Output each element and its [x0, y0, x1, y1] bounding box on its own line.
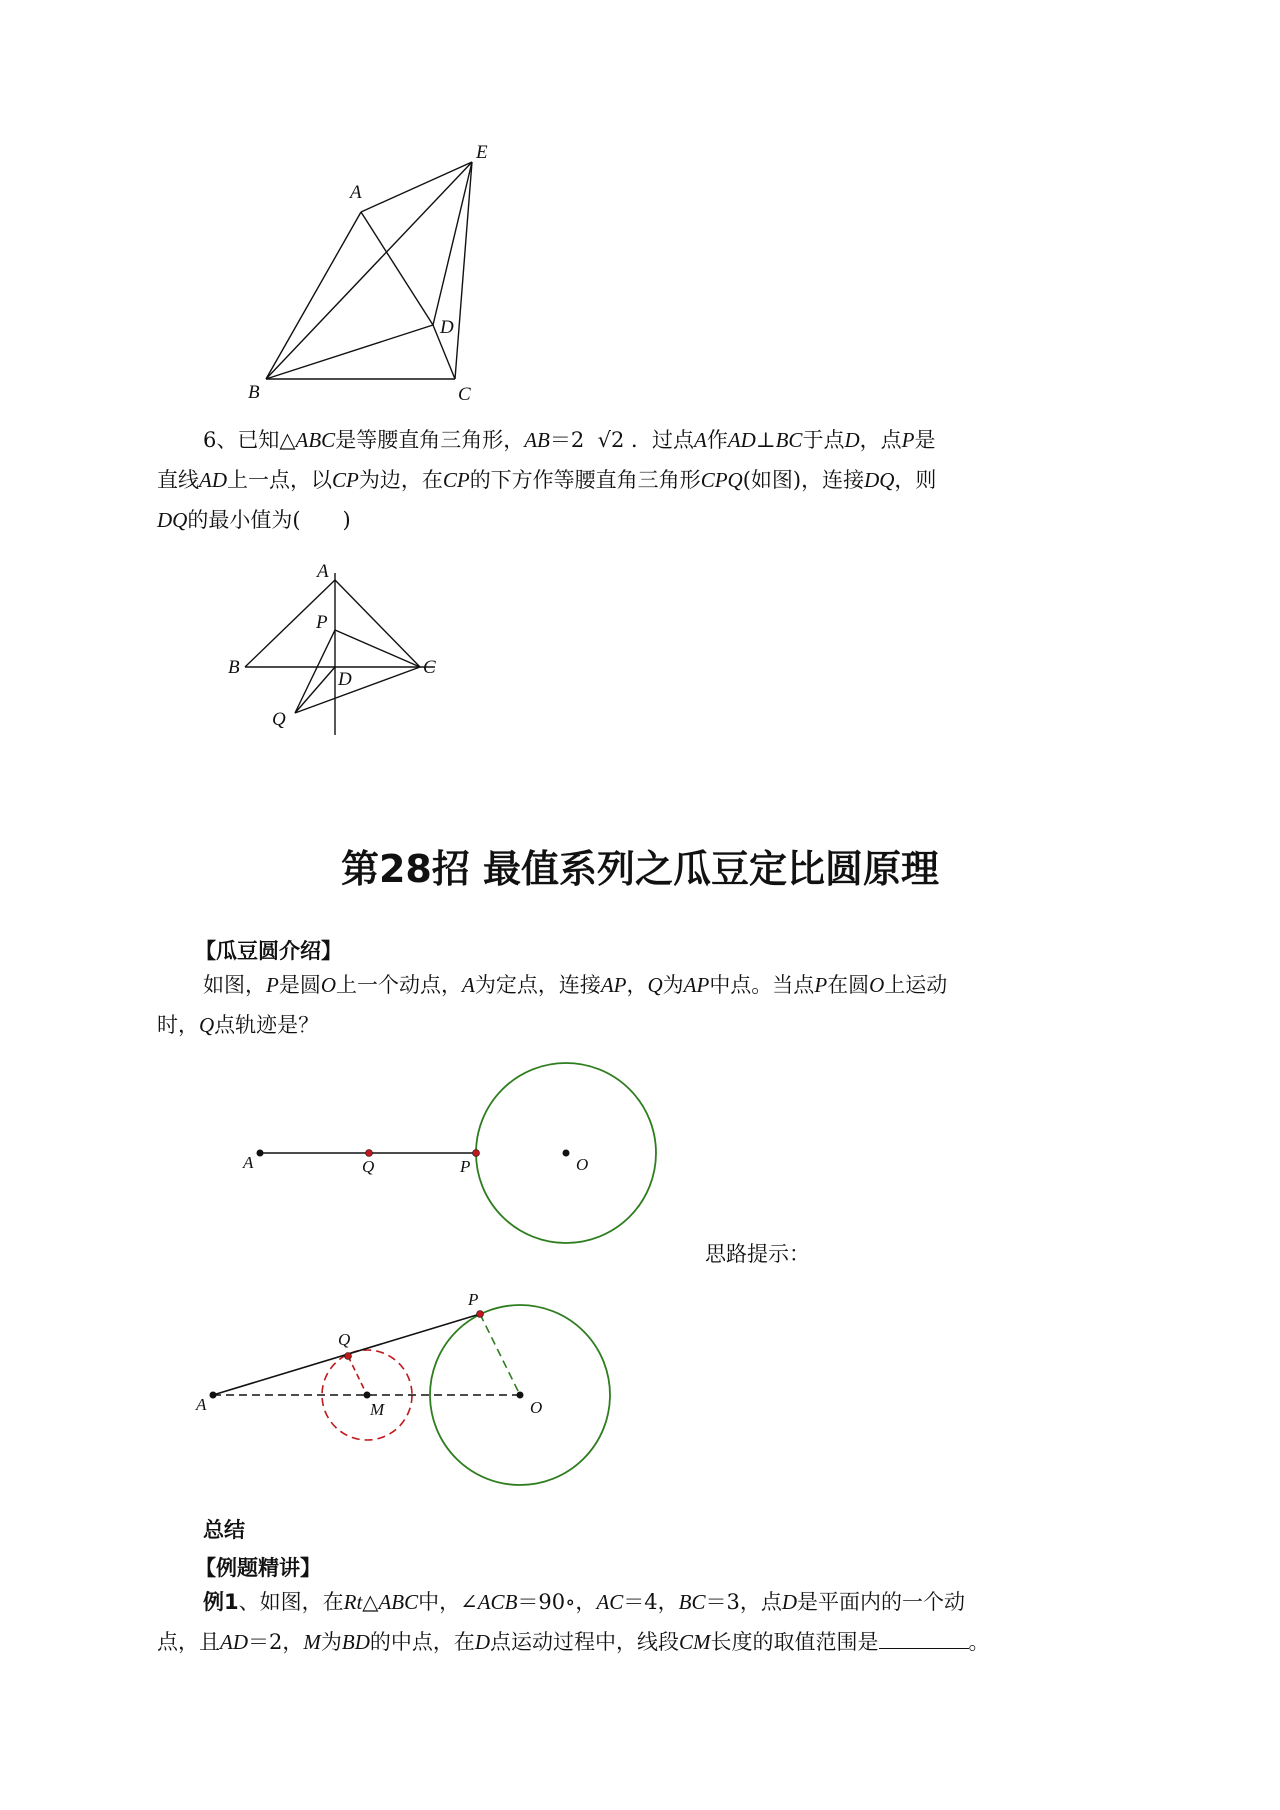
- point-O: [517, 1392, 524, 1399]
- label-E: E: [476, 142, 488, 163]
- figure-1-diagram: [230, 130, 510, 410]
- intro-line-2: 时，Q点轨迹是？: [157, 1013, 320, 1037]
- label-C: C: [458, 384, 471, 405]
- segment-AC: [335, 580, 420, 667]
- figure-3-diagram: [230, 1055, 670, 1255]
- problem-6-line-1: 6、已知△ABC是等腰直角三角形，AB＝2 √2 ．过点A作AD⊥BC于点D，点P是: [203, 428, 936, 452]
- label-A: A: [350, 182, 362, 203]
- point-M: [364, 1392, 371, 1399]
- label-D: D: [338, 669, 352, 690]
- summary-heading: 总结: [203, 1518, 245, 1542]
- point-P: [477, 1311, 484, 1318]
- label-Q: Q: [362, 1157, 375, 1176]
- label-M: M: [370, 1400, 385, 1419]
- label-A: A: [196, 1395, 207, 1414]
- label-Q: Q: [338, 1330, 351, 1349]
- label-C: C: [423, 657, 436, 678]
- label-P: P: [316, 612, 328, 633]
- segment-AE: [361, 162, 472, 212]
- label-D: D: [440, 317, 454, 338]
- label-O: O: [530, 1398, 543, 1417]
- label-O: O: [576, 1155, 589, 1174]
- example-number: 例1: [203, 1590, 239, 1614]
- intro-heading: 【瓜豆圆介绍】: [195, 939, 342, 963]
- sqrt-2: √2: [597, 428, 625, 452]
- problem-6-line-2: 直线AD上一点，以CP为边，在CP的下方作等腰直角三角形CPQ(如图)，连接DQ，则: [157, 468, 937, 492]
- point-Q: [366, 1150, 373, 1157]
- label-A: A: [243, 1153, 254, 1172]
- label-A: A: [317, 561, 329, 582]
- intro-line-1: 如图，P是圆O上一个动点，A为定点，连接AP，Q为AP中点。当点P在圆O上运动: [203, 973, 948, 997]
- label-B: B: [248, 382, 260, 403]
- segment-PC: [335, 630, 420, 667]
- label-P: P: [468, 1290, 479, 1309]
- example-heading: 【例题精讲】: [195, 1556, 321, 1580]
- figure-2-diagram: [220, 555, 450, 745]
- figure-4-diagram: [190, 1285, 630, 1500]
- point-A: [210, 1392, 217, 1399]
- point-Q: [345, 1353, 352, 1360]
- dashed-PO: [480, 1314, 520, 1395]
- example-1-line-2: 点，且AD＝2，M为BD的中点，在D点运动过程中，线段CM长度的取值范围是 。: [157, 1630, 990, 1654]
- example-1-line-1: 例1、如图，在Rt△ABC中，∠ACB＝90∘，AC＝4，BC＝3，点D是平面内的一个动: [203, 1590, 966, 1614]
- label-P: P: [460, 1157, 471, 1176]
- hint-text: 思路提示：: [705, 1242, 810, 1266]
- dashed-QM: [348, 1356, 367, 1395]
- problem-number: 6、: [203, 428, 238, 452]
- label-B: B: [228, 657, 240, 678]
- page-title: 第28招 最值系列之瓜豆定比圆原理: [340, 847, 940, 891]
- point-A: [257, 1150, 264, 1157]
- answer-blank[interactable]: [879, 1628, 969, 1649]
- point-P: [473, 1150, 480, 1157]
- label-Q: Q: [272, 709, 286, 730]
- point-O: [563, 1150, 570, 1157]
- segment-AB: [266, 212, 361, 379]
- problem-6-line-3: DQ的最小值为( ): [157, 508, 351, 532]
